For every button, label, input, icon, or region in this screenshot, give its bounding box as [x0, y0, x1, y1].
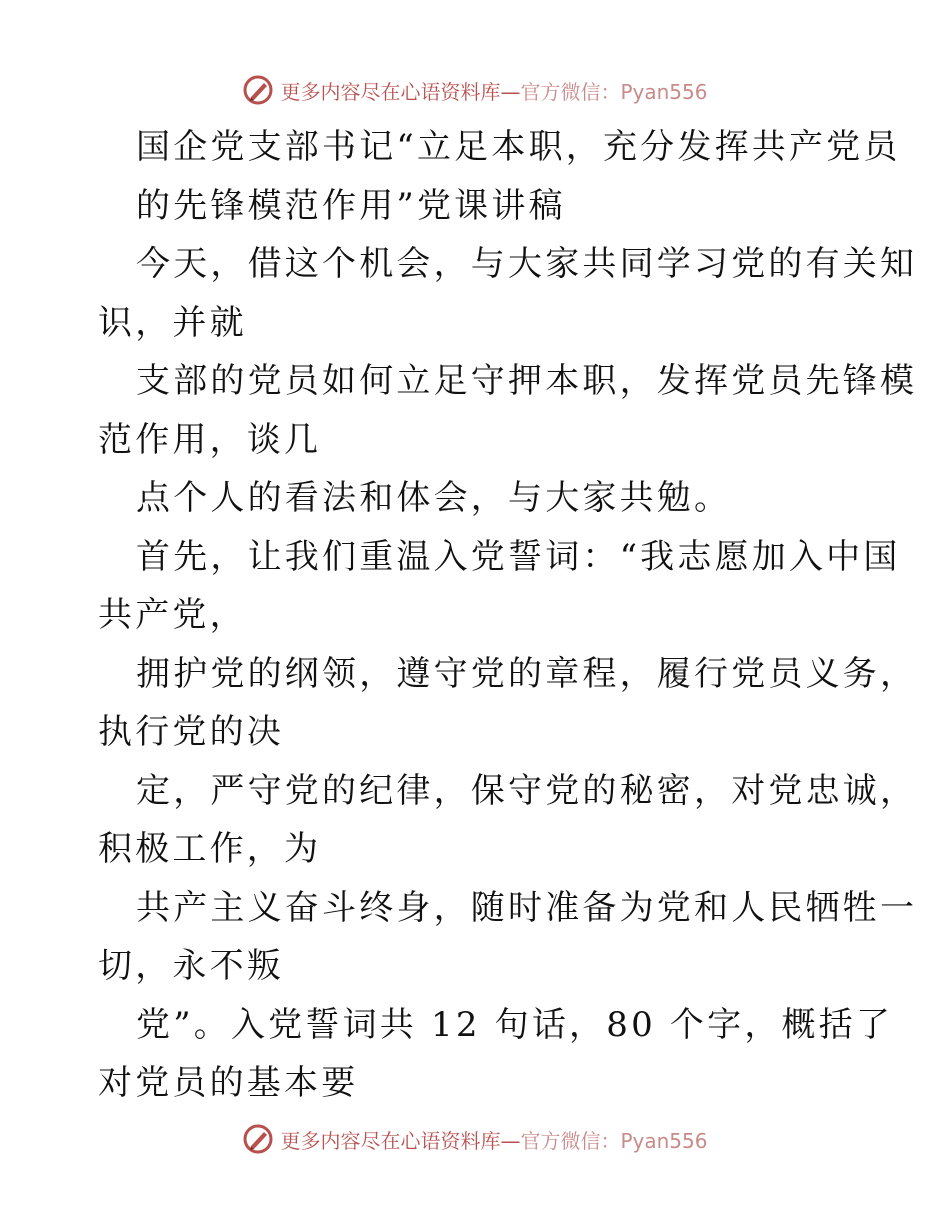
text-line: 今天，借这个机会，与大家共同学习党的有关知: [136, 244, 918, 284]
text-line: 执行党的决: [98, 712, 284, 752]
document-body: [98, 118, 918, 1113]
text-line: 支部的党员如何立足守押本职，发挥党员先锋模: [136, 361, 918, 401]
text-line: 识，并就: [98, 302, 247, 343]
banner-text: 更多内容尽在心语资料库—: [280, 1128, 521, 1153]
text-line: 的先锋模范作用”党课讲稿: [136, 185, 566, 226]
banner-wechat: 官方微信：Pyan556: [520, 1128, 708, 1153]
text-line: 点个人的看法和体会，与大家共勉。: [136, 478, 732, 518]
text-line: 党”。入党誓词共 12 句话，80 个字，概括了: [136, 1004, 894, 1045]
footer-banner: [0, 1121, 950, 1157]
text-line: 对党员的基本要: [98, 1063, 359, 1103]
banner-wechat: 官方微信：Pyan556: [520, 79, 708, 104]
text-line: 切，永不叛: [98, 946, 284, 986]
text-line: 拥护党的纲领，遵守党的章程，履行党员义务，: [136, 653, 918, 694]
text-line: 共产党，: [98, 595, 247, 635]
text-line: 国企党支部书记“立足本职，充分发挥共产党员: [136, 127, 901, 167]
header-banner: [0, 72, 950, 108]
text-line: 首先，让我们重温入党誓词：“我志愿加入中国: [136, 536, 901, 577]
pen-logo-icon: [242, 74, 274, 106]
text-line: 定，严守党的纪律，保守党的秘密，对党忠诚，: [136, 770, 918, 811]
pen-logo-icon: [242, 1123, 274, 1155]
text-line: 积极工作，为: [98, 829, 322, 869]
text-line: 范作用，谈几: [98, 419, 322, 460]
text-line: 共产主义奋斗终身，随时准备为党和人民牺牲一: [136, 887, 918, 928]
banner-text: 更多内容尽在心语资料库—: [280, 79, 521, 104]
